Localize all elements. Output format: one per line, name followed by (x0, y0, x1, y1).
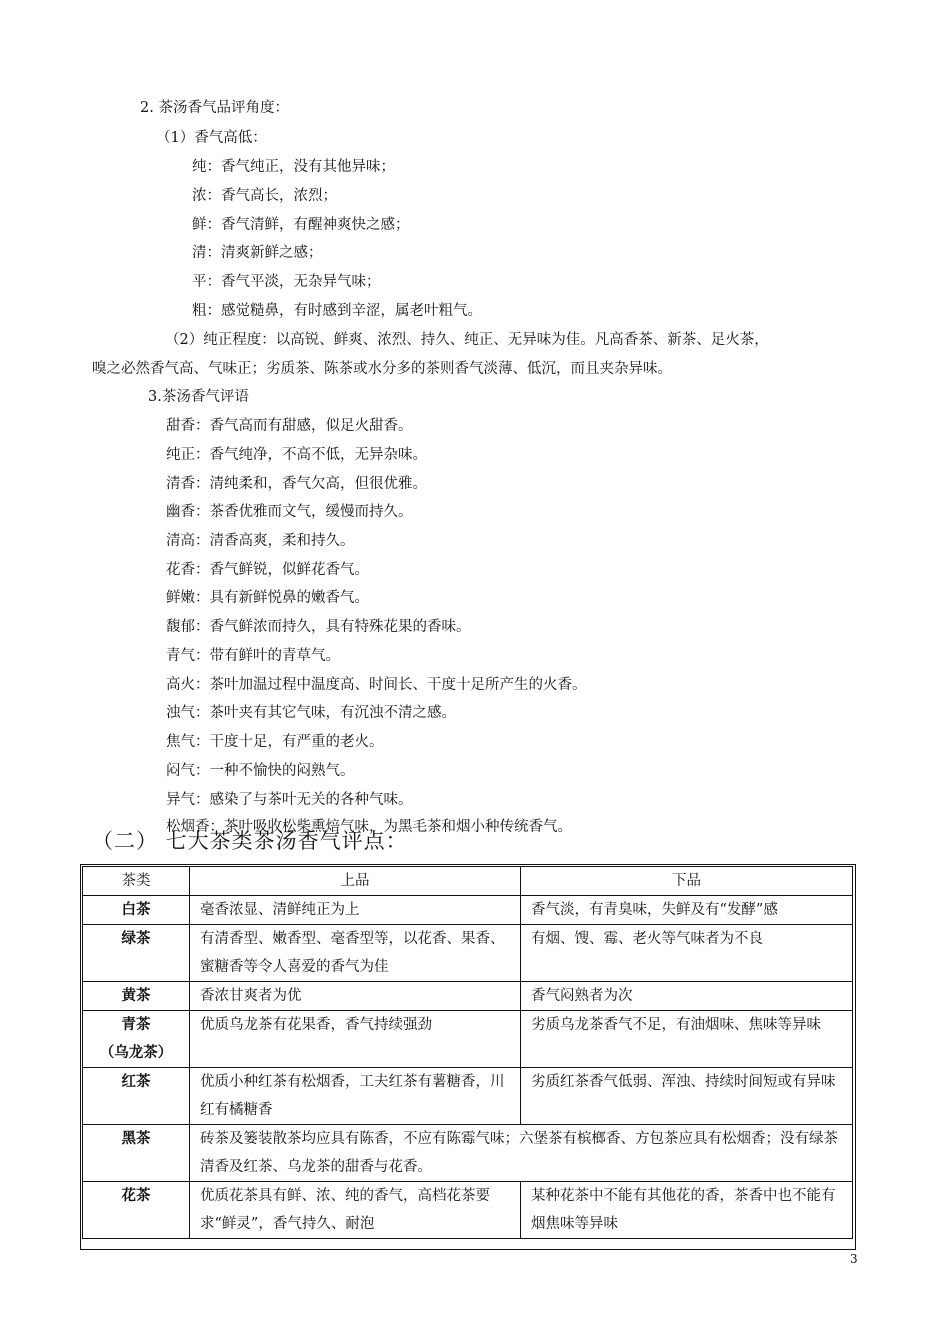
section-2-title: 2. 茶汤香气品评角度： (140, 100, 289, 116)
table-row (83, 982, 853, 1011)
aroma-term: 甜香：香气高而有甜感，似足火甜香。 (166, 418, 413, 434)
poor-quality-cell: 劣质乌龙茶香气不足，有油烟味、焦味等异味 (521, 1011, 853, 1068)
tea-category: 黄茶 (83, 982, 190, 1011)
tea-category: 青茶 （乌龙茶） (83, 1011, 190, 1068)
aroma-level-item: 纯：香气纯正，没有其他异味； (192, 159, 395, 175)
table-row (83, 896, 853, 925)
aroma-term: 清香：清纯柔和，香气欠高，但很优雅。 (166, 476, 427, 492)
poor-quality-cell: 香气淡，有青臭味，失鲜及有“发酵”感 (521, 896, 853, 925)
section-2-paragraph-cont: 嗅之必然香气高、气味正；劣质茶、陈茶或水分多的茶则香气淡薄、低沉，而且夹杂异味。 (92, 361, 672, 377)
aroma-term: 花香：香气鲜锐，似鲜花香气。 (166, 562, 369, 578)
good-quality-cell: 优质乌龙茶有花果香，香气持续强劲 (190, 1011, 521, 1068)
tea-category: 红茶 (83, 1068, 190, 1125)
good-quality-cell: 优质小种红茶有松烟香，工夫红茶有薯糖香，川红有橘糖香 (190, 1068, 521, 1125)
aroma-level-item: 鲜：香气清鲜，有醒神爽快之感； (192, 217, 410, 233)
section-2-subtitle-1: （1）香气高低： (156, 130, 267, 146)
section-2-subtitle-2: （2）纯正程度：以高锐、鲜爽、浓烈、持久、纯正、无异味为佳。凡高香茶、新茶、足火茶， (165, 332, 769, 348)
good-quality-cell: 有清香型、嫩香型、毫香型等，以花香、果香、蜜糖香等令人喜爱的香气为佳 (190, 925, 521, 982)
aroma-term: 闷气：一种不愉快的闷熟气。 (166, 763, 355, 779)
aroma-term: 高火：茶叶加温过程中温度高、时间长、干度十足所产生的火香。 (166, 677, 587, 693)
header-bad: 下品 (521, 867, 853, 896)
table-row (83, 925, 853, 982)
aroma-level-item: 清：清爽新鲜之感； (192, 245, 323, 261)
poor-quality-cell: 某种花茶中不能有其他花的香，茶香中也不能有烟焦味等异味 (521, 1182, 853, 1239)
poor-quality-cell: 香气闷熟者为次 (521, 982, 853, 1011)
aroma-term: 浊气：茶叶夹有其它气味，有沉浊不清之感。 (166, 705, 456, 721)
section-3-title: 3.茶汤香气评语 (148, 389, 249, 405)
aroma-term: 焦气：干度十足，有严重的老火。 (166, 734, 384, 750)
tea-category: 白茶 (83, 896, 190, 925)
poor-quality-cell: 有烟、馊、霉、老火等气味者为不良 (521, 925, 853, 982)
aroma-term: 鲜嫩：具有新鲜悦鼻的嫩香气。 (166, 590, 369, 606)
header-category: 茶类 (83, 867, 190, 896)
table-row (83, 1068, 853, 1125)
tea-category: 黑茶 (83, 1125, 190, 1182)
good-quality-cell: 优质花茶具有鲜、浓、纯的香气，高档花茶要求“鲜灵”，香气持久、耐泡 (190, 1182, 521, 1239)
aroma-level-item: 浓：香气高长，浓烈； (192, 188, 337, 204)
aroma-term: 异气：感染了与茶叶无关的各种气味。 (166, 792, 413, 808)
table-row (83, 1125, 853, 1182)
table-header-row (83, 867, 853, 896)
aroma-term: 青气：带有鲜叶的青草气。 (166, 648, 340, 664)
tea-category: 绿茶 (83, 925, 190, 982)
poor-quality-cell: 劣质红茶香气低弱、浑浊、持续时间短或有异味 (521, 1068, 853, 1125)
aroma-term: 纯正：香气纯净，不高不低，无异杂味。 (166, 447, 427, 463)
good-quality-cell: 香浓甘爽者为优 (190, 982, 521, 1011)
merged-quality-cell: 砖茶及篓装散茶均应具有陈香，不应有陈霉气味；六堡茶有槟榔香、方包茶应具有松烟香；没有绿茶清香及红茶、乌龙茶的甜香与花香。 (190, 1125, 853, 1182)
aroma-term: 幽香：茶香优雅而文气，缓慢而持久。 (166, 504, 413, 520)
section-heading-two: （二） 七大茶类茶汤香气评点： (92, 829, 408, 853)
table-row (83, 1182, 853, 1239)
header-good: 上品 (190, 867, 521, 896)
tea-category: 花茶 (83, 1182, 190, 1239)
aroma-level-item: 平：香气平淡，无杂异气味； (192, 274, 381, 290)
good-quality-cell: 毫香浓显、清鲜纯正为上 (190, 896, 521, 925)
page-number: 3 (850, 1252, 858, 1266)
aroma-level-item: 粗：感觉糙鼻，有时感到辛涩，属老叶粗气。 (192, 303, 482, 319)
aroma-term: 松烟香：茶叶吸收松柴熏焙气味，为黑毛茶和烟小种传统香气。 (166, 819, 572, 835)
table-row (83, 1011, 853, 1068)
aroma-term: 馥郁：香气鲜浓而持久，具有特殊花果的香味。 (166, 619, 471, 635)
aroma-term: 清高：清香高爽，柔和持久。 (166, 533, 355, 549)
tea-aroma-table (82, 866, 853, 1239)
